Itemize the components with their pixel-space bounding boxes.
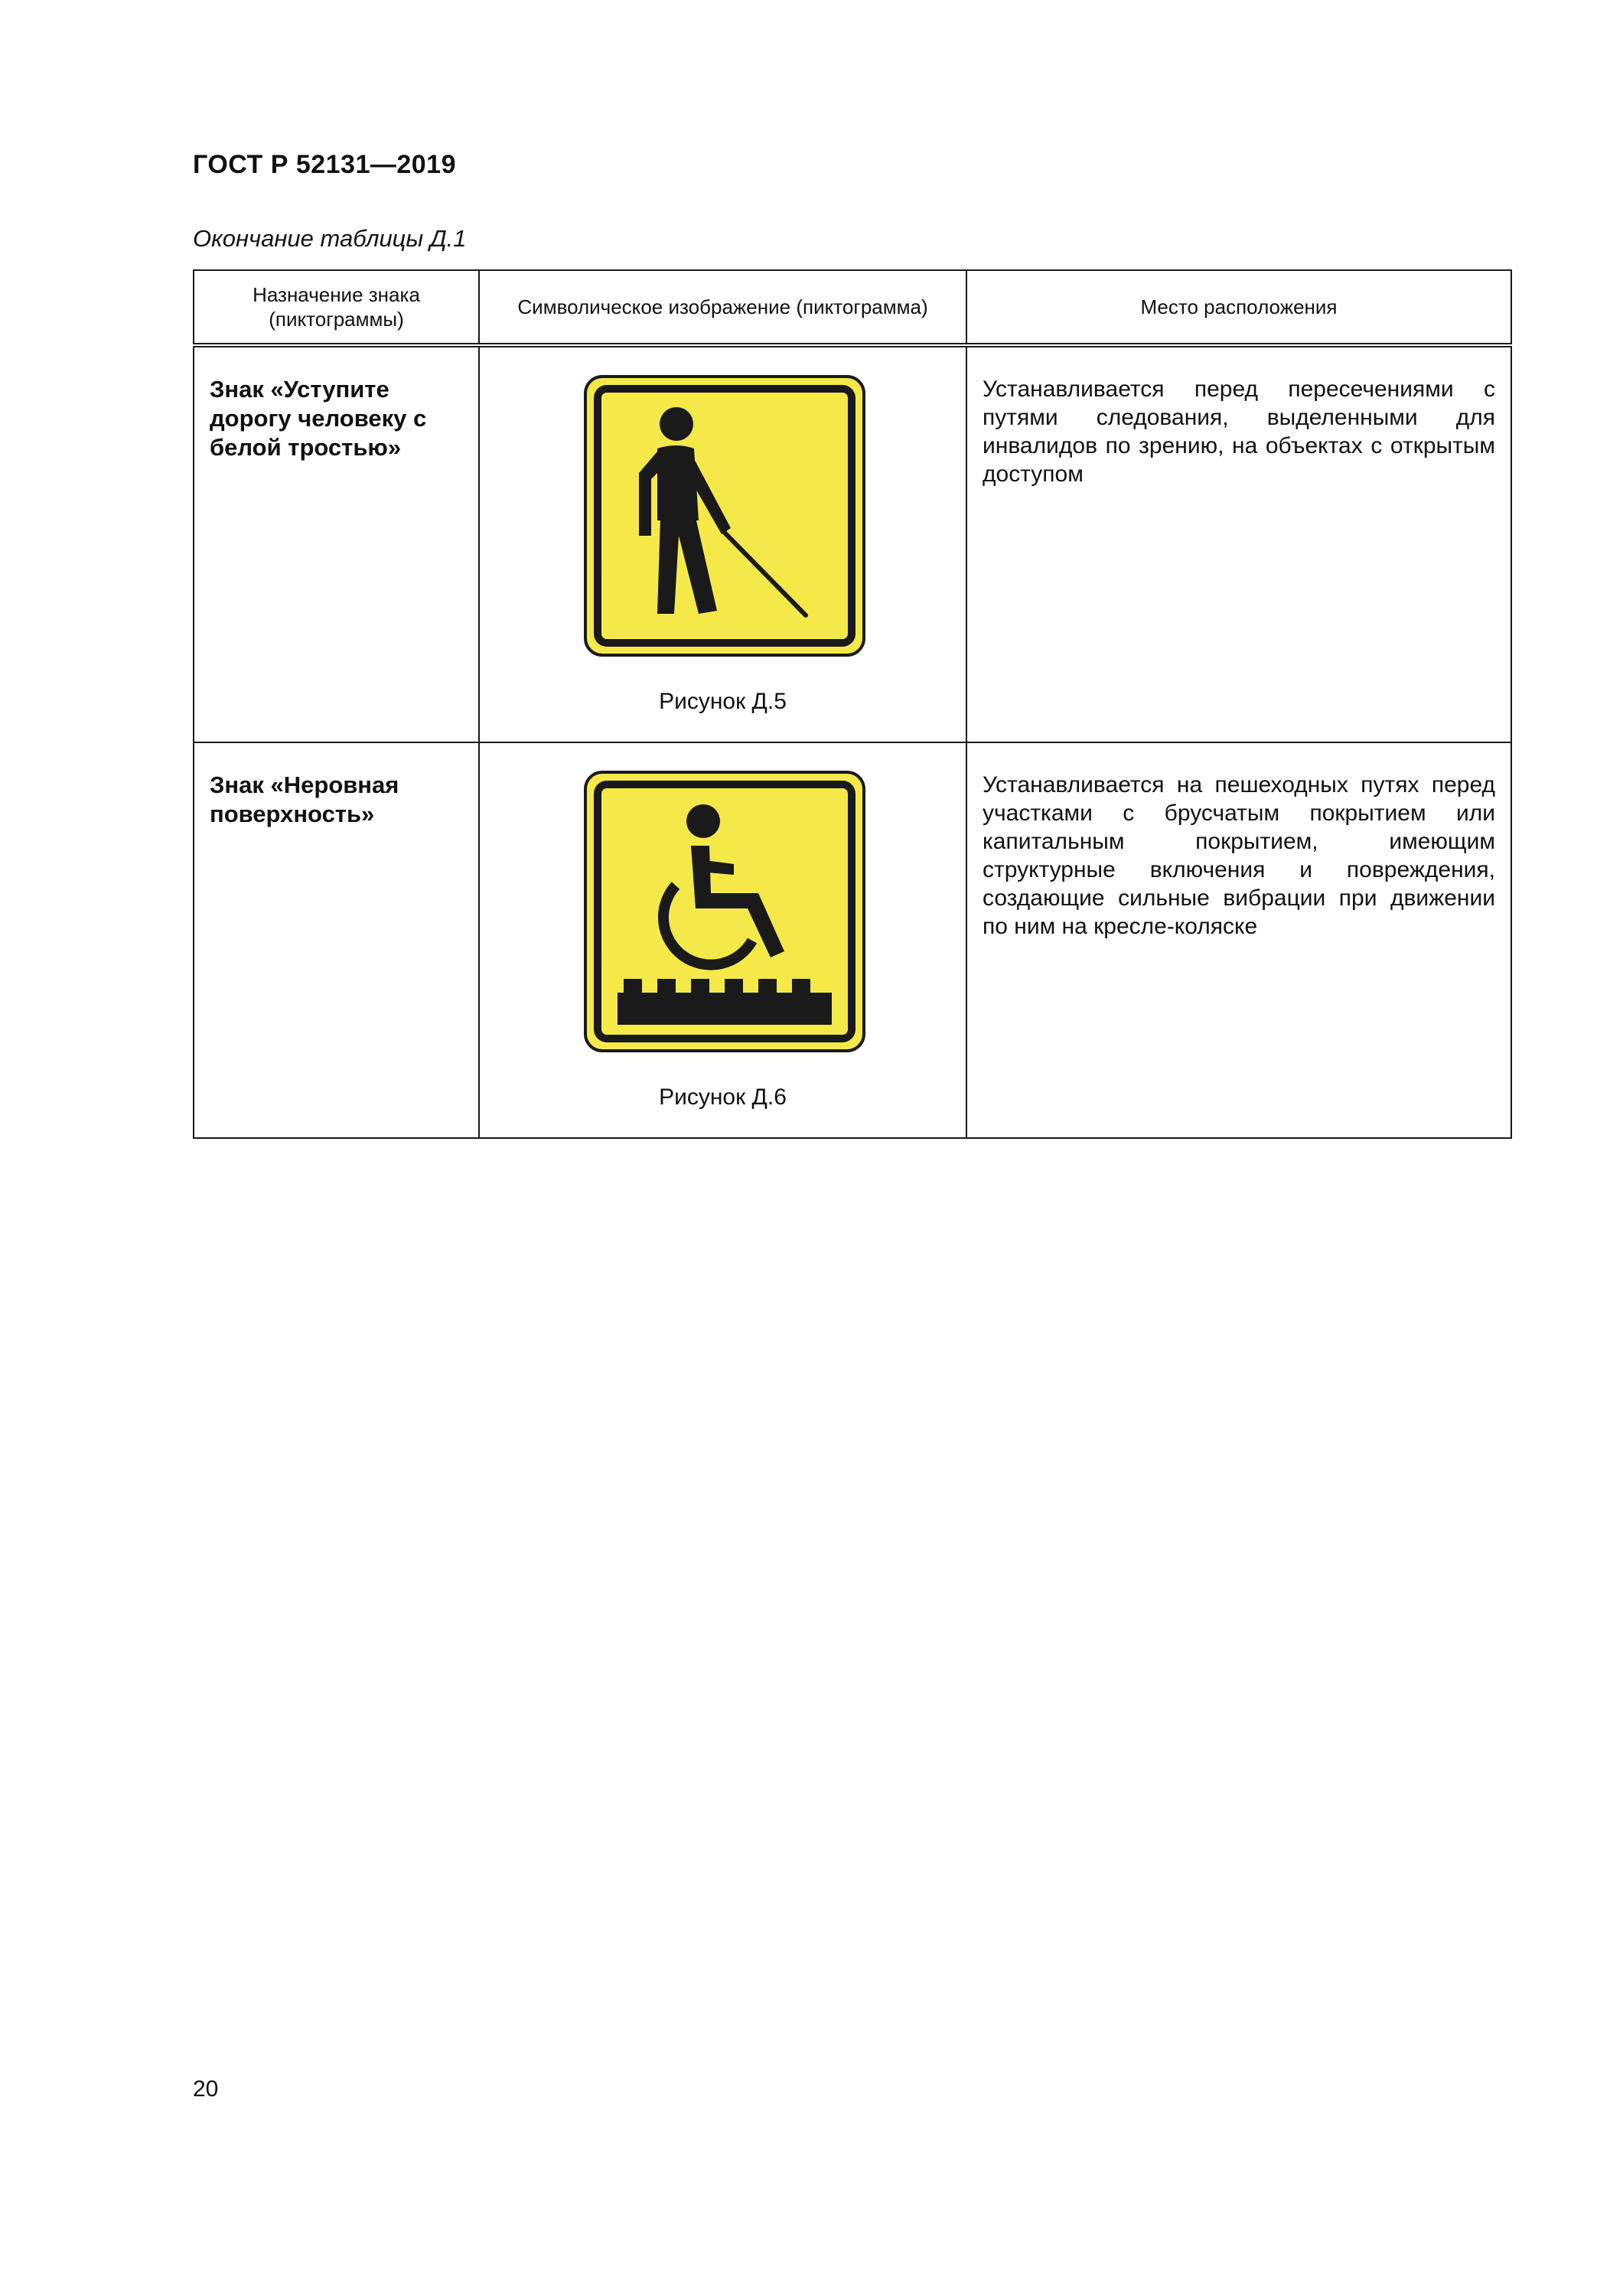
table-row (194, 742, 1511, 1138)
column-header-location: Место расположения (966, 270, 1511, 345)
sign-graphic (584, 375, 865, 657)
table-header-row (194, 270, 1511, 345)
wheelchair-uneven-surface-icon (584, 771, 865, 1052)
sign-placement: Устанавливается на пешеходных путях перед участками с брусчатым покрытием или капитальным покрытием, имеющим структурные включения и повреждения, создающие сильные вибрации при движении по ним на кресле-коляске (966, 742, 1511, 1138)
sign-name: Знак «Неровная поверхность» (194, 742, 479, 1138)
sign-image-cell (479, 742, 966, 1138)
column-header-purpose: Назначение знака (пиктограммы) (194, 270, 479, 345)
signs-table (193, 269, 1512, 1139)
figure-label: Рисунок Д.6 (659, 1084, 787, 1110)
table-caption: Окончание таблицы Д.1 (193, 225, 467, 252)
pedestrian-with-white-cane-icon (584, 375, 865, 657)
sign-placement: Устанавливается перед пересечениями с путями следования, выделенными для инвалидов по зрению, на объектах с открытым доступом (966, 345, 1511, 742)
table-row (194, 345, 1511, 742)
sign-name: Знак «Уступите дорогу человеку с белой тростью» (194, 345, 479, 742)
sign-image-cell (479, 345, 966, 742)
sign-graphic (584, 771, 865, 1052)
document-title: ГОСТ Р 52131—2019 (193, 150, 457, 179)
column-header-image: Символическое изображение (пиктограмма) (479, 270, 966, 345)
figure-label: Рисунок Д.5 (659, 689, 787, 714)
page-number: 20 (193, 2076, 219, 2102)
